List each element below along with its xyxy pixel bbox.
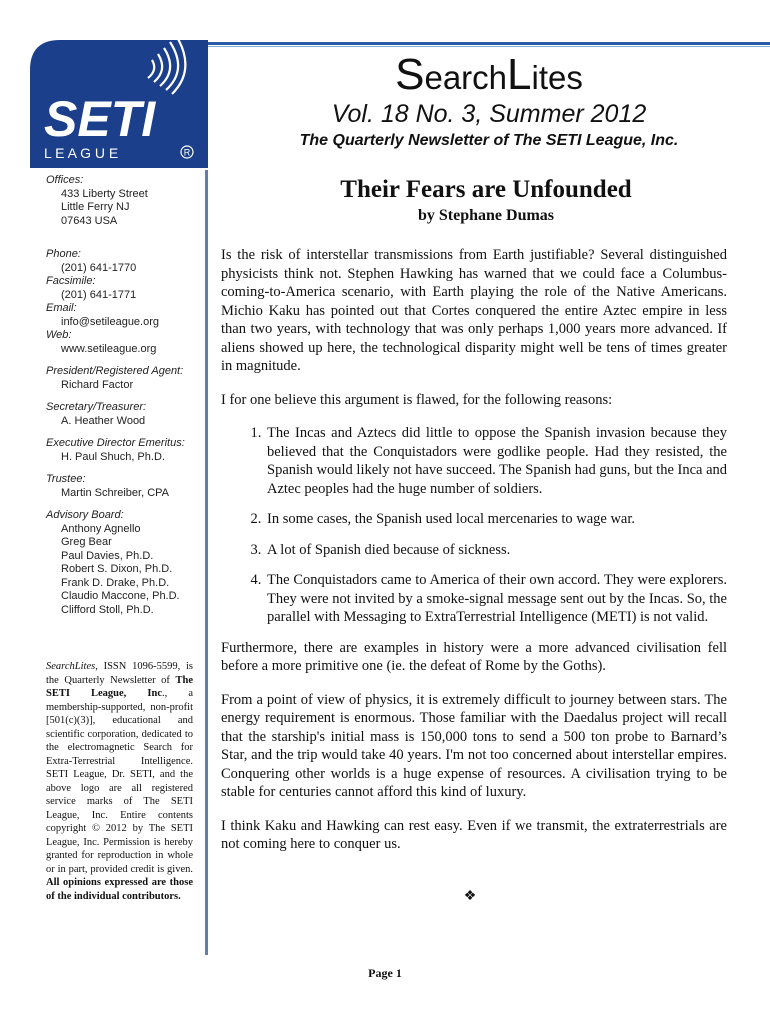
article-paragraph: From a point of view of physics, it is extremely difficult to journey between stars. The energy requirement is enormous. Those familiar with the Daedalus project will recall that the starship's initial mass is 150,000 tons to send a 500 ton probe to Barnard’s Star, and the trip would take 40 years. I'm not too concerned about interstellar empires. Conquering other worlds is a huge expense of resources. A civilisation trying to be stable for centuries cannot afford this kind of luxury.: [221, 691, 727, 800]
volume-issue: Vol. 18 No. 3, Summer 2012: [331, 100, 647, 128]
article-body: [221, 246, 727, 869]
web-link[interactable]: www.setileague.org: [61, 342, 157, 355]
title-ites: ites: [531, 59, 583, 96]
page-number: Page 1: [368, 966, 402, 980]
newsletter-title: [208, 50, 770, 100]
article-title: Their Fears are Unfounded: [340, 176, 632, 203]
advisory-member: Claudio Maccone, Ph.D.: [61, 590, 180, 602]
secretary-label: Secretary/Treasurer:: [46, 401, 147, 413]
legal-org: The SETI League, Inc: [46, 674, 193, 699]
newsletter-subtitle: The Quarterly Newsletter of The SETI League, Inc.: [299, 132, 679, 149]
offices-line: Little Ferry NJ: [61, 201, 130, 213]
advisory-member: Greg Bear: [61, 536, 112, 548]
seti-league-logo: [30, 40, 208, 168]
registered-mark-letter: R: [183, 147, 191, 158]
end-mark-icon: ❖: [463, 889, 477, 904]
director-value: H. Paul Shuch, Ph.D.: [61, 450, 165, 463]
title-l: L: [507, 50, 532, 99]
advisory-member: Clifford Stoll, Ph.D.: [61, 603, 154, 616]
legal-disclaimer: All opinions expressed are those of the individual contributors.: [46, 877, 193, 902]
advisory-label: Advisory Board:: [46, 509, 124, 521]
agent-value: Richard Factor: [61, 378, 134, 391]
masthead-rule-thin: [208, 46, 770, 47]
title-s: S: [395, 50, 425, 99]
advisory-member: Robert S. Dixon, Ph.D.: [61, 563, 173, 575]
secretary-value: A. Heather Wood: [61, 414, 146, 427]
fax-label: Facsimile:: [46, 275, 96, 287]
article-paragraph: Is the risk of interstellar transmissions from Earth justifiable? Several distinguished physicists think not. Stephen Hawking has warned that we could face a Columbus-coming-to-America scenario, with Earth playing the role of the Native Americans. Michio Kaku has pointed out that Cortes conquered the entire Aztec empire in less than two years, with technology that was only perhaps 1,000 years more advanced. If aliens showed up here, the technological disparity might well be tens of times greater in magnitude.: [221, 247, 727, 374]
legal-pub-name: SearchLites: [46, 661, 96, 672]
title-earch: earch: [424, 59, 508, 96]
article-paragraph: Furthermore, there are examples in history were a more advanced civilisation fell before a more primitive one (ie. the defeat of Rome by the Goths).: [221, 639, 727, 674]
sidebar-divider: [205, 170, 208, 955]
email-label: Email:: [46, 302, 77, 314]
article-byline: by Stephane Dumas: [417, 207, 555, 224]
list-item: 1. The Incas and Aztecs did little to oppose the Spanish invasion because they believed that the Conquistadors were godlike people. Had they resisted, the Spanish would likely not have succeed. The Spanish had guns, but the Inca and Aztec peoples had the huge number of soldiers.: [265, 424, 727, 498]
fax-value: (201) 641-1771: [61, 288, 137, 301]
advisory-member: Frank D. Drake, Ph.D.: [61, 576, 170, 589]
logo-graphic: [30, 40, 208, 168]
article-paragraph: I for one believe this argument is flawed, for the following reasons:: [221, 391, 613, 408]
list-item: 2. In some cases, the Spanish used local mercenaries to wage war.: [265, 510, 727, 529]
article-paragraph: I think Kaku and Hawking can rest easy. Even if we transmit, the extraterrestrials are not coming here to conquer us.: [221, 817, 727, 852]
logo-seti-text: SETI: [44, 91, 156, 147]
agent-label: President/Registered Agent:: [46, 365, 184, 377]
director-label: Executive Director Emeritus:: [46, 437, 185, 449]
trustee-label: Trustee:: [46, 473, 86, 485]
web-label: Web:: [46, 329, 72, 341]
advisory-member: Anthony Agnello: [61, 522, 141, 535]
email-link[interactable]: info@setileague.org: [61, 315, 160, 328]
sidebar: [46, 174, 196, 617]
phone-label: Phone:: [46, 248, 81, 260]
legal-text-2: ., a membership-supported, non-profit [501(c)(3)], educational and scientific corporation, dedicated to the electromagnetic Search for Extra-Terrestrial Intelligence. SETI League, Dr. SETI, and the above logo are all registered service marks of The SETI League, Inc. Entire contents copyright © 2012 by The SETI League, Inc. Permission is hereby granted for reproduction in whole or in part, provided credit is given.: [46, 688, 193, 875]
list-item: 3. A lot of Spanish died because of sickness.: [265, 541, 727, 560]
trustee-value: Martin Schreiber, CPA: [61, 486, 170, 499]
offices-label: Offices:: [46, 174, 84, 186]
masthead-rule: [208, 42, 770, 45]
logo-league-text: L E A G U E: [44, 145, 119, 161]
legal-notice: [46, 660, 193, 903]
offices-line: 433 Liberty Street: [61, 187, 148, 200]
offices-line: 07643 USA: [61, 214, 118, 227]
list-item: 4. The Conquistadors came to America of their own accord. They were explorers. They were not invited by a smoke-signal message sent out by the Incas. So, the parallel with Messaging to ExtraTerrestrial Intelligence (METI) is not valid.: [265, 571, 727, 627]
phone-value: (201) 641-1770: [61, 261, 137, 274]
legal-text-1: , ISSN 1096-5599, is the Quarterly Newsletter of: [46, 661, 193, 686]
reasons-list: [221, 424, 727, 627]
advisory-member: Paul Davies, Ph.D.: [61, 549, 154, 562]
